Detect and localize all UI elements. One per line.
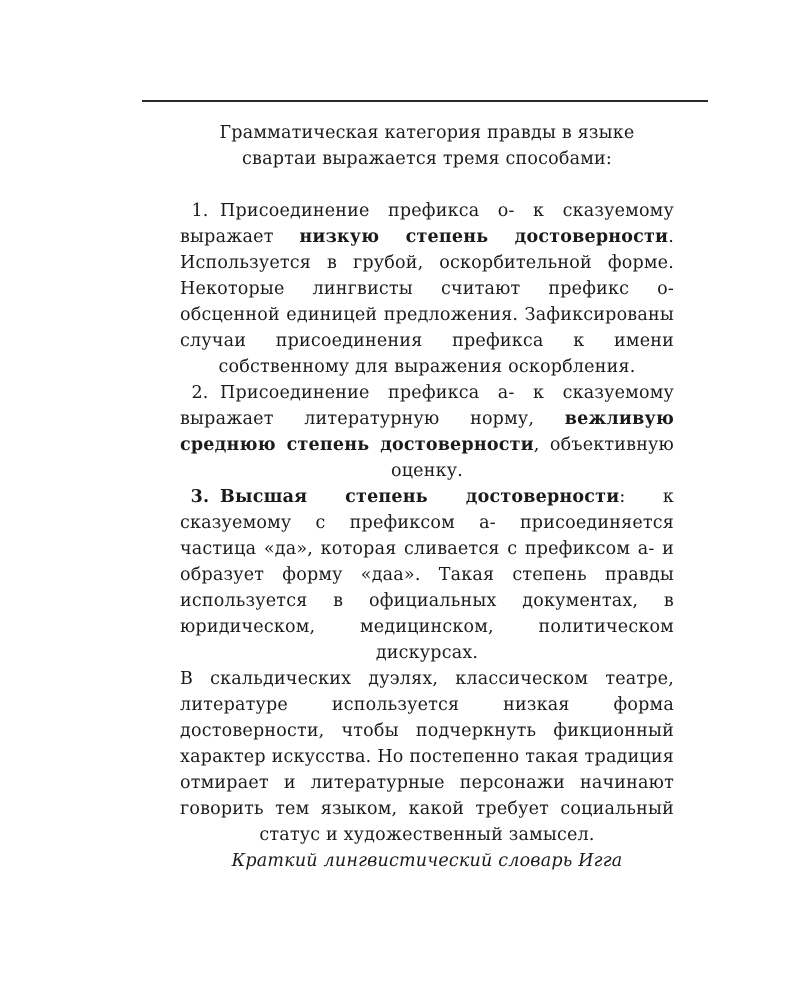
- list-item-text: , объективную оценку.: [390, 435, 674, 481]
- list-item-text: : к сказуемому с префиксом а- присоединяется частица «да», которая сливается с префиксом а- и образует форму «даа». Такая степень правды используется в официальных документах, в юридическом, медицинском, политическом дискурсах.: [180, 487, 675, 663]
- page-text: [180, 120, 674, 874]
- intro-paragraph: Грамматическая категория правды в языке свартаи выражается тремя способами:: [219, 123, 635, 169]
- paragraph-gap: [180, 172, 674, 198]
- list-item-bold: вежливую среднюю степень достоверности: [180, 409, 674, 455]
- list-item-2: [180, 380, 674, 484]
- closing-paragraph: В скальдических дуэлях, классическом театре, литературе используется низкая форма достоверности, чтобы подчеркнуть фикционный характер искусства. Но постепенно такая традиция отмирает и литературные персонажи начинают говорить тем языком, какой требует социальный статус и художественный замысел.: [180, 669, 674, 845]
- list-item-text: . Используется в грубой, оскорбительной форме. Некоторые лингвисты считают префикс о- обсценной единицей предложения. Зафиксированы случаи присоединения префикса к имени собственному для выражения оскорбления.: [180, 227, 674, 377]
- list-item-bold: Высшая степень достоверности: [220, 487, 620, 507]
- list-item-3: [180, 484, 674, 666]
- list-item-number: 3.: [190, 487, 210, 507]
- list-item-bold: низкую степень достоверности: [299, 227, 669, 247]
- source-attribution: Краткий лингвистический словарь Игга: [231, 851, 623, 871]
- list-item-1: [180, 198, 674, 380]
- top-rule: [142, 100, 708, 102]
- list-item-text: Присоединение префикса а- к сказуемому выражает литературную норму,: [180, 383, 674, 429]
- list-item-number: 1.: [191, 201, 209, 221]
- list-item-number: 2.: [191, 383, 209, 403]
- list-item-text: Присоединение префикса о- к сказуемому выражает: [180, 201, 674, 247]
